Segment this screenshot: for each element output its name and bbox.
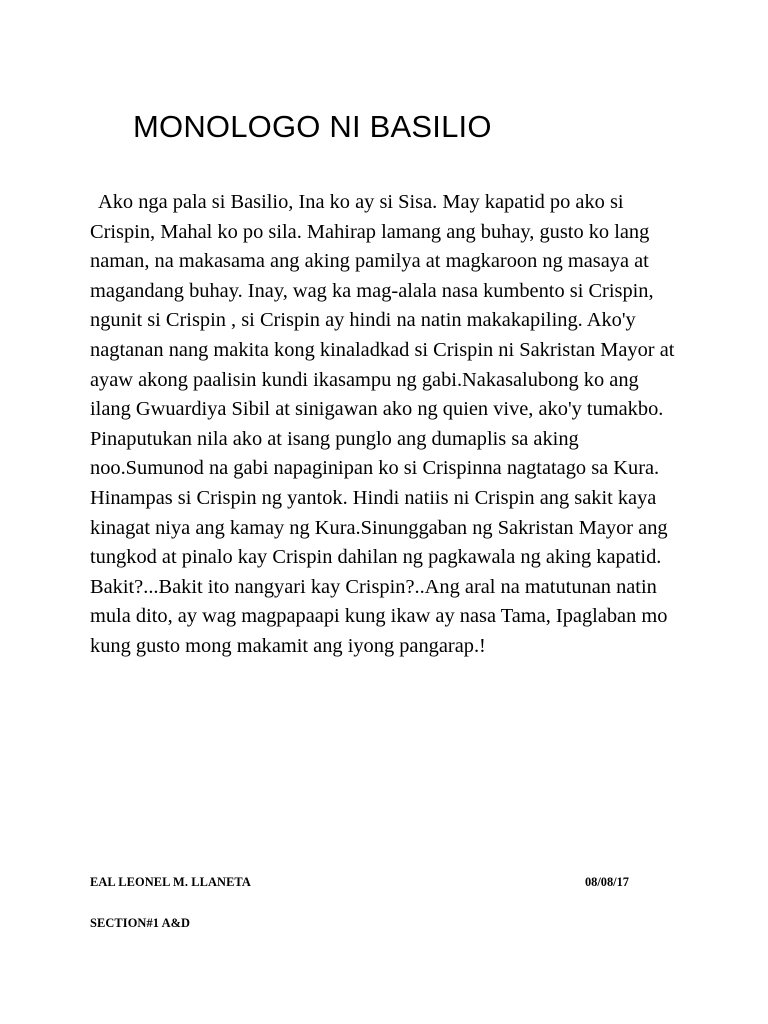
footer-author: EAL LEONEL M. LLANETA [90, 875, 251, 889]
footer-section-row [90, 916, 684, 931]
page-title: MONOLOGO NI BASILIO [133, 108, 492, 144]
footer-date: 08/08/17 [584, 875, 629, 889]
body-paragraph: Ako nga pala si Basilio, Ina ko ay si Sisa. May kapatid po ako si Crispin, Mahal ko po sila. Mahirap lamang ang buhay, gusto ko lang naman, na makasama ang aking pamilya at magkaroon ng masaya at magandang buhay. Inay, wag ka mag-alala nasa kumbento si Crispin, ngunit si Crispin , si Crispin ay hindi na natin makakapiling. Ako'y nagtanan nang makita kong kinaladkad si Crispin ni Sakristan Mayor at ayaw akong paalisin kundi ikasampu ng gabi.Nakasalubong ko ang ilang Gwuardiya Sibil at sinigawan ako ng quien vive, ako'y tumakbo. Pinaputukan nila ako at isang punglo ang dumaplis sa aking noo.Sumunod na gabi napaginipan ko si Crispinna nagtatago sa Kura. Hinampas si Crispin ng yantok. Hindi natiis ni Crispin ang sakit kaya kinagat niya ang kamay ng Kura.Sinunggaban ng Sakristan Mayor ang tungkod at pinalo kay Crispin dahilan ng pagkawala ng aking kapatid. Bakit?...Bakit ito nangyari kay Crispin?..Ang aral na matutunan natin mula dito, ay wag magpapaapi kung ikaw ay nasa Tama, Ipaglaban mo kung gusto mong makamit ang iyong pangarap.! [90, 191, 675, 657]
document-footer [90, 875, 684, 931]
footer-author-row [90, 875, 684, 890]
document-body [90, 188, 684, 662]
footer-section: SECTION#1 A&D [90, 916, 191, 930]
